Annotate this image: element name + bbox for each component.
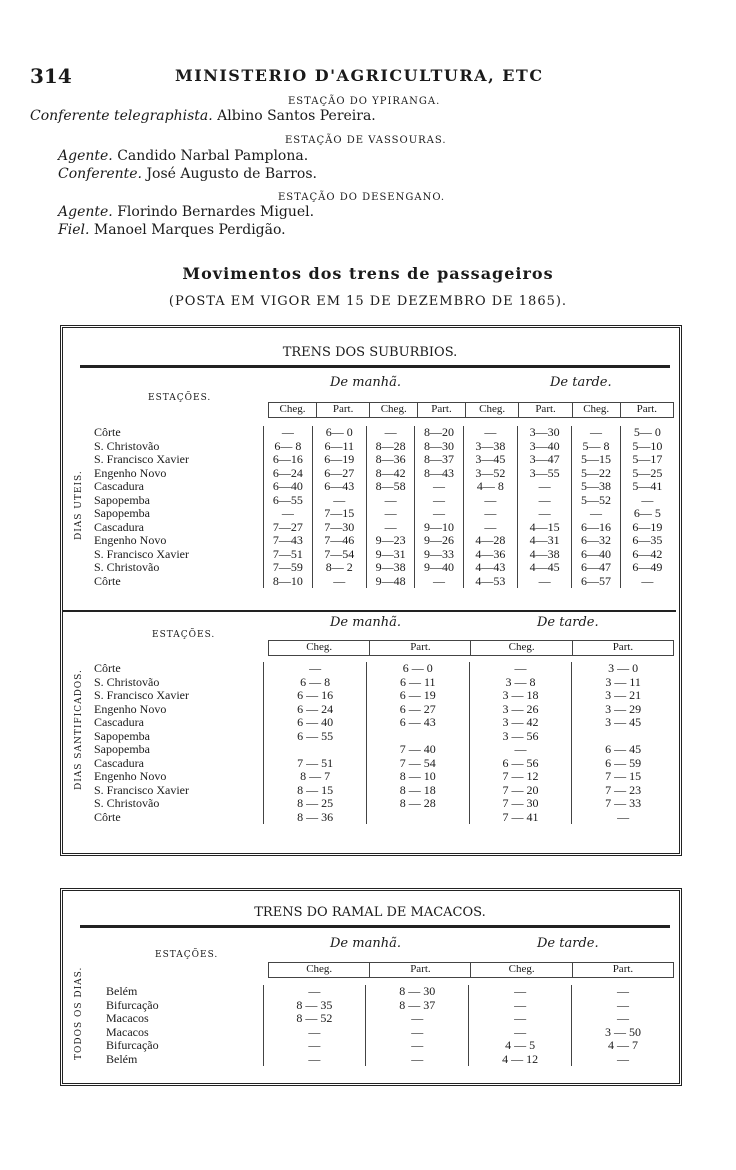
time-cell: 6 — 59 xyxy=(572,757,674,771)
time-cell: 7 — 20 xyxy=(469,784,572,798)
time-cell: 7—54 xyxy=(312,548,366,562)
stations-label: ESTAÇÕES. xyxy=(152,630,216,640)
time-cell: 8—36 xyxy=(366,453,414,467)
time-cell: 8 — 25 xyxy=(264,797,367,811)
time-cell: 3 — 8 xyxy=(469,676,572,690)
time-cell: 6 — 43 xyxy=(366,716,469,730)
time-cell: 5—25 xyxy=(620,467,674,481)
time-cell: 5—10 xyxy=(620,440,674,454)
time-cell: — xyxy=(366,1053,469,1067)
col-part: Part. xyxy=(370,641,471,656)
station-name: Engenho Novo xyxy=(94,465,167,480)
station-name: S. Christovão xyxy=(94,560,160,575)
time-cell: 6—19 xyxy=(312,453,366,467)
time-cell: 8 — 36 xyxy=(264,811,367,825)
time-cell: 5—15 xyxy=(572,453,620,467)
time-cell: 6—47 xyxy=(572,561,620,575)
time-cell: 6—40 xyxy=(572,548,620,562)
time-cell: 7—15 xyxy=(312,507,366,521)
time-cell: — xyxy=(518,575,572,589)
time-cell: 3—55 xyxy=(518,467,572,481)
stations-label: ESTAÇÕES. xyxy=(155,950,219,960)
time-cell: 8 — 52 xyxy=(263,1012,366,1026)
table-row xyxy=(92,662,674,676)
time-cell: 5—38 xyxy=(572,480,620,494)
time-cell: 6 — 45 xyxy=(572,743,674,757)
staff-line: Agente. Candido Narbal Pamplona. xyxy=(58,148,309,164)
time-cell: 6—49 xyxy=(620,561,674,575)
table-caption: TRENS DO RAMAL DE MACACOS. xyxy=(254,905,486,920)
time-cell: 8 — 15 xyxy=(264,784,367,798)
time-cell: 6—32 xyxy=(572,534,620,548)
manha-label: De manhã. xyxy=(330,375,401,390)
time-cell: — xyxy=(312,494,366,508)
station-name: Cascadura xyxy=(94,479,144,494)
time-cell: 3—47 xyxy=(518,453,572,467)
table-row xyxy=(92,467,674,481)
time-cell: 6 — 16 xyxy=(264,689,367,703)
time-cell: 8 — 28 xyxy=(366,797,469,811)
time-cell: — xyxy=(469,662,572,676)
suburbios-uteis-table xyxy=(92,426,674,588)
time-cell: — xyxy=(518,507,572,521)
time-cell: 9—26 xyxy=(415,534,463,548)
time-cell: 5—41 xyxy=(620,480,674,494)
time-cell: 4—38 xyxy=(518,548,572,562)
time-cell: 4 — 7 xyxy=(572,1039,674,1053)
time-cell: 6— 5 xyxy=(620,507,674,521)
suburbios-santificados-table xyxy=(92,662,674,824)
station-name: Macacos xyxy=(106,1011,149,1026)
table-row xyxy=(92,689,674,703)
time-cell: 8—43 xyxy=(415,467,463,481)
table-row xyxy=(104,1039,674,1053)
station-name: Macacos xyxy=(106,1024,149,1039)
time-cell: 6 — 40 xyxy=(264,716,367,730)
time-cell: 9—48 xyxy=(366,575,414,589)
section-subtitle: (POSTA EM VIGOR EM 15 DE DEZEMBRO DE 1865). xyxy=(168,294,568,309)
time-cell: 7 — 12 xyxy=(469,770,572,784)
time-cell: — xyxy=(469,1012,572,1026)
time-cell: — xyxy=(463,426,517,440)
time-cell: 4—31 xyxy=(518,534,572,548)
station-name: S. Christovão xyxy=(94,796,160,811)
col-cheg: Cheg. xyxy=(471,641,572,656)
station-name: S. Christovão xyxy=(94,438,160,453)
time-cell: 5— 0 xyxy=(620,426,674,440)
time-cell: — xyxy=(263,985,366,999)
time-cell xyxy=(264,743,367,757)
time-cell: 7—43 xyxy=(264,534,312,548)
time-cell: 3 — 56 xyxy=(469,730,572,744)
table-row xyxy=(92,743,674,757)
table-row xyxy=(92,534,674,548)
time-cell: 6—42 xyxy=(620,548,674,562)
station-name: Côrte xyxy=(94,661,121,676)
time-cell: — xyxy=(572,1012,674,1026)
time-cell: 4—15 xyxy=(518,521,572,535)
time-cell: 6 — 27 xyxy=(366,703,469,717)
time-cell: — xyxy=(312,575,366,589)
time-cell: 6—55 xyxy=(264,494,312,508)
time-cell: — xyxy=(366,507,414,521)
table-row xyxy=(92,784,674,798)
time-cell: 5—22 xyxy=(572,467,620,481)
time-cell: 5—17 xyxy=(620,453,674,467)
running-header: MINISTERIO D'AGRICULTURA, ETC xyxy=(175,66,544,85)
station-name: S. Francisco Xavier xyxy=(94,782,189,797)
col-cheg: Cheg. xyxy=(370,403,418,418)
suburbios-head xyxy=(268,402,674,418)
time-cell: 7 — 41 xyxy=(469,811,572,825)
time-cell: — xyxy=(572,811,674,825)
caption-rule xyxy=(80,925,670,928)
time-cell: 8 — 37 xyxy=(366,999,469,1013)
station-name: Sapopemba xyxy=(94,492,150,507)
time-cell: 3—30 xyxy=(518,426,572,440)
station-name: Cascadura xyxy=(94,755,144,770)
col-cheg: Cheg. xyxy=(471,963,572,978)
time-cell: 4—28 xyxy=(463,534,517,548)
caption-rule xyxy=(80,365,670,368)
table-row xyxy=(92,757,674,771)
time-cell: 6—40 xyxy=(264,480,312,494)
time-cell: — xyxy=(415,494,463,508)
time-cell: 8—10 xyxy=(264,575,312,589)
time-cell: 6—43 xyxy=(312,480,366,494)
time-cell: 7 — 51 xyxy=(264,757,367,771)
time-cell: 8—42 xyxy=(366,467,414,481)
time-cell: 3 — 50 xyxy=(572,1026,674,1040)
table-row xyxy=(92,521,674,535)
table-row xyxy=(92,440,674,454)
time-cell: — xyxy=(572,985,674,999)
col-cheg: Cheg. xyxy=(269,403,317,418)
time-cell: — xyxy=(366,521,414,535)
col-part: Part. xyxy=(572,641,673,656)
staff-line: Conferente. José Augusto de Barros. xyxy=(58,166,317,182)
col-part: Part. xyxy=(370,963,471,978)
time-cell: 5—52 xyxy=(572,494,620,508)
station-name: Côrte xyxy=(94,809,121,824)
section-title: Movimentos dos trens de passageiros xyxy=(182,264,554,283)
time-cell: 8—37 xyxy=(415,453,463,467)
station-name: Engenho Novo xyxy=(94,701,167,716)
time-cell: 7—59 xyxy=(264,561,312,575)
table-row xyxy=(104,1053,674,1067)
time-cell: — xyxy=(469,743,572,757)
table-row xyxy=(92,811,674,825)
manha-label: De manhã. xyxy=(330,615,401,630)
col-part: Part. xyxy=(418,403,466,418)
table-row xyxy=(92,575,674,589)
time-cell: 6—11 xyxy=(312,440,366,454)
time-cell: 8 — 35 xyxy=(263,999,366,1013)
table-row xyxy=(92,676,674,690)
time-cell: 7 — 54 xyxy=(366,757,469,771)
time-cell xyxy=(366,811,469,825)
time-cell: — xyxy=(518,480,572,494)
time-cell: 3—40 xyxy=(518,440,572,454)
time-cell: 6—57 xyxy=(572,575,620,589)
time-cell: — xyxy=(463,521,517,535)
table-row xyxy=(92,730,674,744)
table-row xyxy=(92,480,674,494)
time-cell: 7—46 xyxy=(312,534,366,548)
staff-line: Fiel. Manoel Marques Perdigão. xyxy=(58,222,286,238)
time-cell xyxy=(366,730,469,744)
time-cell: 4 — 5 xyxy=(469,1039,572,1053)
time-cell: 8 — 30 xyxy=(366,985,469,999)
time-cell: 3—52 xyxy=(463,467,517,481)
col-cheg: Cheg. xyxy=(269,641,370,656)
col-cheg: Cheg. xyxy=(572,403,620,418)
time-cell: 3—45 xyxy=(463,453,517,467)
station-name: S. Christovão xyxy=(94,674,160,689)
time-cell: 9—40 xyxy=(415,561,463,575)
time-cell: — xyxy=(264,426,312,440)
time-cell: 9—33 xyxy=(415,548,463,562)
time-cell: — xyxy=(463,507,517,521)
table-row xyxy=(104,999,674,1013)
station-name: Belém xyxy=(106,1051,138,1066)
tarde-label: De tarde. xyxy=(550,375,612,390)
time-cell: 3—38 xyxy=(463,440,517,454)
station-name: Côrte xyxy=(94,573,121,588)
time-cell: 8—58 xyxy=(366,480,414,494)
time-cell: 9—10 xyxy=(415,521,463,535)
time-cell: 7 — 15 xyxy=(572,770,674,784)
time-cell: 7 — 23 xyxy=(572,784,674,798)
station-name: Engenho Novo xyxy=(94,769,167,784)
page-number: 314 xyxy=(30,64,72,88)
table-row xyxy=(92,770,674,784)
time-cell: 4—36 xyxy=(463,548,517,562)
station-heading: ESTAÇÃO DO YPIRANGA. xyxy=(288,96,441,107)
time-cell: 8 — 18 xyxy=(366,784,469,798)
station-name: Sapopemba xyxy=(94,506,150,521)
time-cell: 3 — 29 xyxy=(572,703,674,717)
table-row xyxy=(92,548,674,562)
time-cell: 6 — 24 xyxy=(264,703,367,717)
table-row xyxy=(92,716,674,730)
time-cell: 8—30 xyxy=(415,440,463,454)
time-cell: 6 — 8 xyxy=(264,676,367,690)
time-cell: 4—43 xyxy=(463,561,517,575)
time-cell: — xyxy=(415,480,463,494)
table-row xyxy=(104,1026,674,1040)
time-cell: 3 — 0 xyxy=(572,662,674,676)
time-cell: 8 — 10 xyxy=(366,770,469,784)
table-row xyxy=(92,703,674,717)
time-cell: — xyxy=(263,1053,366,1067)
time-cell: — xyxy=(463,494,517,508)
macacos-table xyxy=(104,985,674,1066)
time-cell: 4—45 xyxy=(518,561,572,575)
time-cell: 3 — 45 xyxy=(572,716,674,730)
station-name: Cascadura xyxy=(94,715,144,730)
station-heading: ESTAÇÃO DE VASSOURAS. xyxy=(285,135,447,146)
station-name: Sapopemba xyxy=(94,728,150,743)
time-cell: — xyxy=(366,426,414,440)
col-part: Part. xyxy=(519,403,572,418)
time-cell: 3 — 26 xyxy=(469,703,572,717)
table-row xyxy=(92,494,674,508)
station-name: S. Francisco Xavier xyxy=(94,546,189,561)
macacos-head xyxy=(268,962,674,978)
table-row xyxy=(92,797,674,811)
time-cell: 4— 8 xyxy=(463,480,517,494)
time-cell: 8—28 xyxy=(366,440,414,454)
time-cell: 5— 8 xyxy=(572,440,620,454)
time-cell: 6—19 xyxy=(620,521,674,535)
time-cell: 3 — 11 xyxy=(572,676,674,690)
station-name: Bifurcação xyxy=(106,1038,159,1053)
santificados-head xyxy=(268,640,674,656)
table-row xyxy=(92,507,674,521)
staff-line: Conferente telegraphista. Albino Santos Pereira. xyxy=(30,108,376,124)
time-cell: — xyxy=(264,662,367,676)
divider xyxy=(62,610,676,612)
time-cell: — xyxy=(572,426,620,440)
time-cell: 6 — 19 xyxy=(366,689,469,703)
time-cell: — xyxy=(572,1053,674,1067)
table-row xyxy=(104,1012,674,1026)
time-cell: 7 — 40 xyxy=(366,743,469,757)
station-name: Engenho Novo xyxy=(94,533,167,548)
time-cell: 3 — 18 xyxy=(469,689,572,703)
table-row xyxy=(92,561,674,575)
time-cell: — xyxy=(415,575,463,589)
station-name: Bifurcação xyxy=(106,997,159,1012)
time-cell: 3 — 21 xyxy=(572,689,674,703)
time-cell: 6—24 xyxy=(264,467,312,481)
time-cell: 6— 0 xyxy=(312,426,366,440)
time-cell: 6—16 xyxy=(572,521,620,535)
time-cell: 7—27 xyxy=(264,521,312,535)
time-cell: — xyxy=(469,985,572,999)
time-cell: 6 — 11 xyxy=(366,676,469,690)
time-cell: 7—30 xyxy=(312,521,366,535)
col-part: Part. xyxy=(572,963,673,978)
time-cell: — xyxy=(572,999,674,1013)
station-name: S. Francisco Xavier xyxy=(94,688,189,703)
time-cell: 8—20 xyxy=(415,426,463,440)
col-cheg: Cheg. xyxy=(269,963,370,978)
time-cell: 4—53 xyxy=(463,575,517,589)
col-part: Part. xyxy=(620,403,673,418)
staff-line: Agente. Florindo Bernardes Miguel. xyxy=(58,204,315,220)
table-row xyxy=(92,426,674,440)
time-cell: 6—16 xyxy=(264,453,312,467)
time-cell: 7 — 33 xyxy=(572,797,674,811)
time-cell: — xyxy=(572,507,620,521)
time-cell: — xyxy=(366,1026,469,1040)
time-cell: 4 — 12 xyxy=(469,1053,572,1067)
station-name: Cascadura xyxy=(94,519,144,534)
time-cell: 6—27 xyxy=(312,467,366,481)
side-label-uteis: DIAS UTEIS. xyxy=(74,470,84,540)
time-cell: — xyxy=(469,1026,572,1040)
side-label-santificados: DIAS SANTIFICADOS. xyxy=(74,669,84,790)
side-label-todos: TODOS OS DIAS. xyxy=(74,966,84,1060)
time-cell: 8— 2 xyxy=(312,561,366,575)
table-row xyxy=(92,453,674,467)
time-cell: 9—23 xyxy=(366,534,414,548)
stations-label: ESTAÇÕES. xyxy=(148,393,212,403)
time-cell: 3 — 42 xyxy=(469,716,572,730)
time-cell: — xyxy=(264,507,312,521)
col-part: Part. xyxy=(316,403,369,418)
time-cell xyxy=(572,730,674,744)
time-cell: 7—51 xyxy=(264,548,312,562)
tarde-label: De tarde. xyxy=(537,615,599,630)
time-cell: 8 — 7 xyxy=(264,770,367,784)
time-cell: — xyxy=(366,1012,469,1026)
time-cell: — xyxy=(518,494,572,508)
time-cell: 7 — 30 xyxy=(469,797,572,811)
time-cell: — xyxy=(263,1026,366,1040)
manha-label: De manhã. xyxy=(330,936,401,951)
station-heading: ESTAÇÃO DO DESENGANO. xyxy=(278,192,446,203)
station-name: Belém xyxy=(106,984,138,999)
time-cell: 9—38 xyxy=(366,561,414,575)
time-cell: 6 — 0 xyxy=(366,662,469,676)
time-cell: 6 — 56 xyxy=(469,757,572,771)
time-cell: — xyxy=(366,1039,469,1053)
table-row xyxy=(104,985,674,999)
station-name: Côrte xyxy=(94,425,121,440)
time-cell: — xyxy=(620,575,674,589)
col-cheg: Cheg. xyxy=(465,403,519,418)
tarde-label: De tarde. xyxy=(537,936,599,951)
time-cell: 6— 8 xyxy=(264,440,312,454)
time-cell: 6 — 55 xyxy=(264,730,367,744)
time-cell: — xyxy=(620,494,674,508)
time-cell: 9—31 xyxy=(366,548,414,562)
time-cell: — xyxy=(415,507,463,521)
table-caption: TRENS DOS SUBURBIOS. xyxy=(282,345,458,360)
station-name: S. Francisco Xavier xyxy=(94,452,189,467)
station-name: Sapopemba xyxy=(94,742,150,757)
time-cell: — xyxy=(366,494,414,508)
time-cell: — xyxy=(263,1039,366,1053)
time-cell: 6—35 xyxy=(620,534,674,548)
time-cell: — xyxy=(469,999,572,1013)
